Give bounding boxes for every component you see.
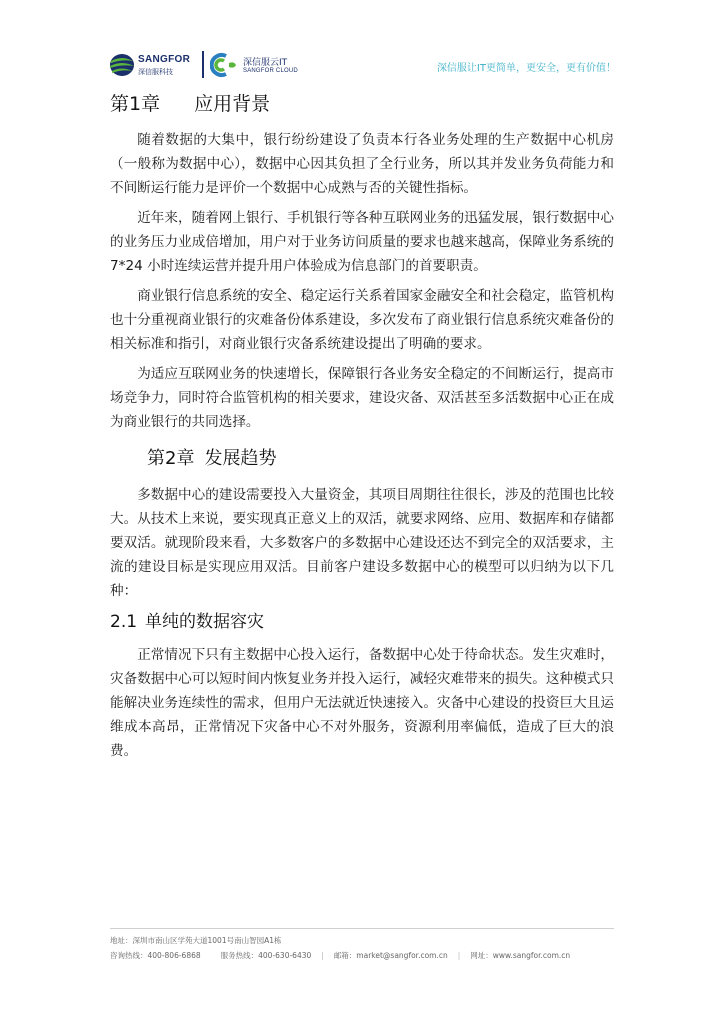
chapter-2-title: 发展趋势 (204, 448, 277, 469)
chapter-1-paragraph: 为适应互联网业务的快速增长，保障银行各业务安全稳定的不间断运行，提高市场竞争力，同时符合监管机构的相关要求，建设灾备、双活甚至多活数据中心正在成为商业银行的共同选择。 (110, 366, 614, 430)
chapter-1-paragraph: 近年来，随着网上银行、手机银行等各种互联网业务的迅猛发展，银行数据中心的业务压力业成倍增加，用户对于业务访问质量的要求也越来越高，保障业务系统的 7*24 小时连续运营并提升用户体验成为信息部门的首要职责。 (110, 210, 614, 274)
section-2-1-heading (110, 607, 614, 637)
footer-divider (110, 928, 614, 929)
logo-divider (202, 51, 204, 78)
section-2-1-title: 单纯的数据容灾 (145, 612, 265, 632)
sangfor-cloud-logo (210, 52, 320, 80)
cloud-logo-subtext: SANGFOR CLOUD (243, 68, 298, 74)
footer-service-hotline: 服务热线：400-630-6430 (220, 951, 312, 960)
sangfor-logo-icon (108, 52, 136, 78)
sangfor-logo-text: SANGFOR (138, 54, 191, 65)
footer-separator: | (321, 951, 324, 960)
chapter-1-paragraph: 商业银行信息系统的安全、稳定运行关系着国家金融安全和社会稳定，监管机构也十分重视商业银行的灾难备份体系建设，多次发布了商业银行信息系统灾难备份的相关标准和指引，对商业银行灾备系统建设提出了明确的要求。 (110, 288, 614, 352)
sangfor-logo (108, 52, 198, 80)
header-slogan: 深信服让IT更简单，更安全，更有价值！ (436, 63, 616, 74)
footer-separator: | (457, 951, 461, 960)
chapter-2-number: 第2章 (147, 448, 195, 469)
chapter-1-title: 应用背景 (194, 93, 271, 115)
section-2-1-number: 2.1 (110, 612, 138, 632)
chapter-1-heading (110, 88, 614, 120)
section-2-1-paragraph: 正常情况下只有主数据中心投入运行，备数据中心处于待命状态。发生灾难时，灾备数据中心可以短时间内恢复业务并投入运行，减轻灾难带来的损失。这种模式只能解决业务连续性的需求，但用户无法就近快速接入。灾备中心建设的投资巨大且运维成本高昂，正常情况下灾备中心不对外服务，资源利用率偏低，造成了巨大的浪费。 (110, 647, 614, 759)
page-footer (110, 928, 614, 963)
footer-email: 邮箱：market@sangfor.com.cn (333, 951, 448, 960)
document-body (110, 88, 614, 763)
footer-address: 地址：深圳市南山区学苑大道1001号南山智园A1栋 (110, 936, 282, 945)
footer-consult-hotline: 咨询热线：400-806-6868 (110, 951, 201, 960)
footer-website: 网址：www.sangfor.com.cn (470, 951, 571, 960)
chapter-2-heading (147, 443, 614, 475)
sangfor-logo-subtext: 深信服科技 (138, 68, 173, 76)
page-header (0, 0, 724, 100)
sangfor-cloud-icon (210, 52, 238, 78)
chapter-1-number: 第1章 (110, 93, 161, 115)
chapter-1-paragraph: 随着数据的大集中，银行纷纷建设了负责本行各业务处理的生产数据中心机房（一般称为数据中心），数据中心因其负担了全行业务，所以其并发业务负荷能力和不间断运行能力是评价一个数据中心成熟与否的关键性指标。 (110, 132, 614, 196)
footer-contact-row (110, 949, 614, 963)
cloud-logo-text: 深信服云IT (243, 58, 288, 68)
chapter-2-paragraph: 多数据中心的建设需要投入大量资金，其项目周期往往很长，涉及的范围也比较大。从技术上来说，要实现真正意义上的双活，就要求网络、应用、数据库和存储都要双活。就现阶段来看，大多数客户的多数据中心建设还达不到完全的双活要求，主流的建设目标是实现应用双活。目前客户建设多数据中心的模型可以归纳为以下几种： (110, 487, 614, 599)
